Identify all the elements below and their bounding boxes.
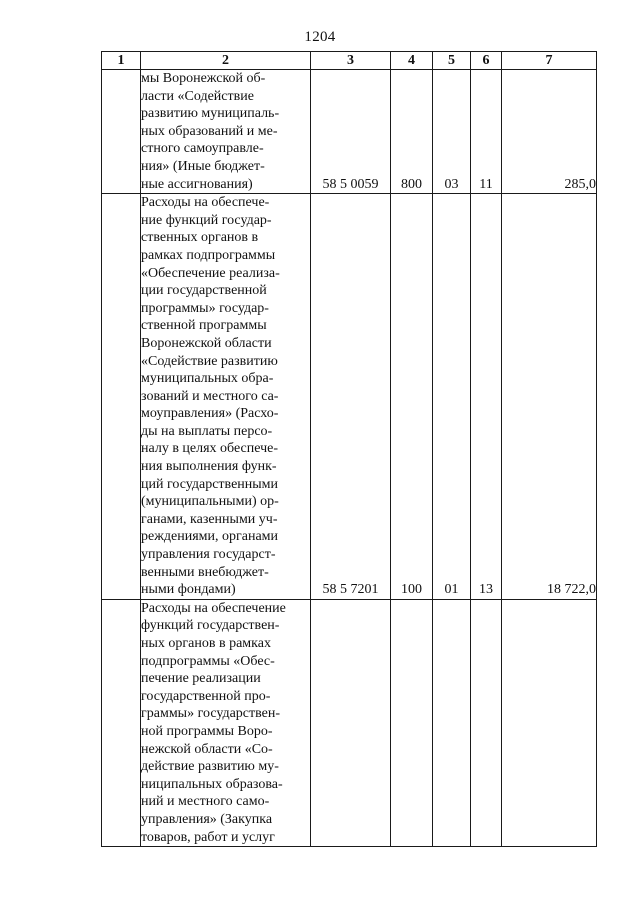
column-header-2: 2 [141,52,311,70]
section-cell [433,599,471,846]
expense-type-cell: 800 [391,70,433,194]
target-code-cell [311,599,391,846]
expense-name-cell: Расходы на обеспече- ние функций государ- ственных органов в рамках подпрограммы «Обеспечение реализа- ции государственной программы» государ- ственной программы Воронежской области «Содействие развитию муниципальных обра- зований и местного са- моуправления» (Расхо- ды на выплаты персо- налу в целях обеспече- ния выполнения функ- ций государственными (муниципальными) ор- ганами, казенными уч- реждениями, органами управления государст- венными внебюджет- ными фондами) [141,194,311,600]
table-row [102,194,597,600]
expense-name-cell: мы Воронежской об- ласти «Содействие развитию муниципаль- ных образований и ме- стного самоуправле- ния» (Иные бюджет- ные ассигнования) [141,70,311,194]
target-code-cell: 58 5 0059 [311,70,391,194]
table-header-row [102,52,597,70]
table-row [102,599,597,846]
amount-cell: 285,0 [502,70,597,194]
section-cell: 03 [433,70,471,194]
row-number-cell [102,194,141,600]
amount-cell: 18 722,0 [502,194,597,600]
column-header-5: 5 [433,52,471,70]
subsection-cell: 13 [471,194,502,600]
budget-table [101,51,597,847]
expense-type-cell: 100 [391,194,433,600]
target-code-cell: 58 5 7201 [311,194,391,600]
column-header-4: 4 [391,52,433,70]
expense-type-cell [391,599,433,846]
expense-name-cell: Расходы на обеспечение функций государствен- ных органов в рамках подпрограммы «Обес- печение реализации государственной про- граммы» государствен- ной программы Воро- нежской области «Со- действие развитию му- ниципальных образова- ний и местного само- управления» (Закупка товаров, работ и услуг [141,599,311,846]
row-number-cell [102,70,141,194]
column-header-3: 3 [311,52,391,70]
amount-cell [502,599,597,846]
page-number: 1204 [304,29,336,45]
column-header-7: 7 [502,52,597,70]
row-number-cell [102,599,141,846]
subsection-cell [471,599,502,846]
table-row [102,70,597,194]
subsection-cell: 11 [471,70,502,194]
column-header-6: 6 [471,52,502,70]
section-cell: 01 [433,194,471,600]
column-header-1: 1 [102,52,141,70]
